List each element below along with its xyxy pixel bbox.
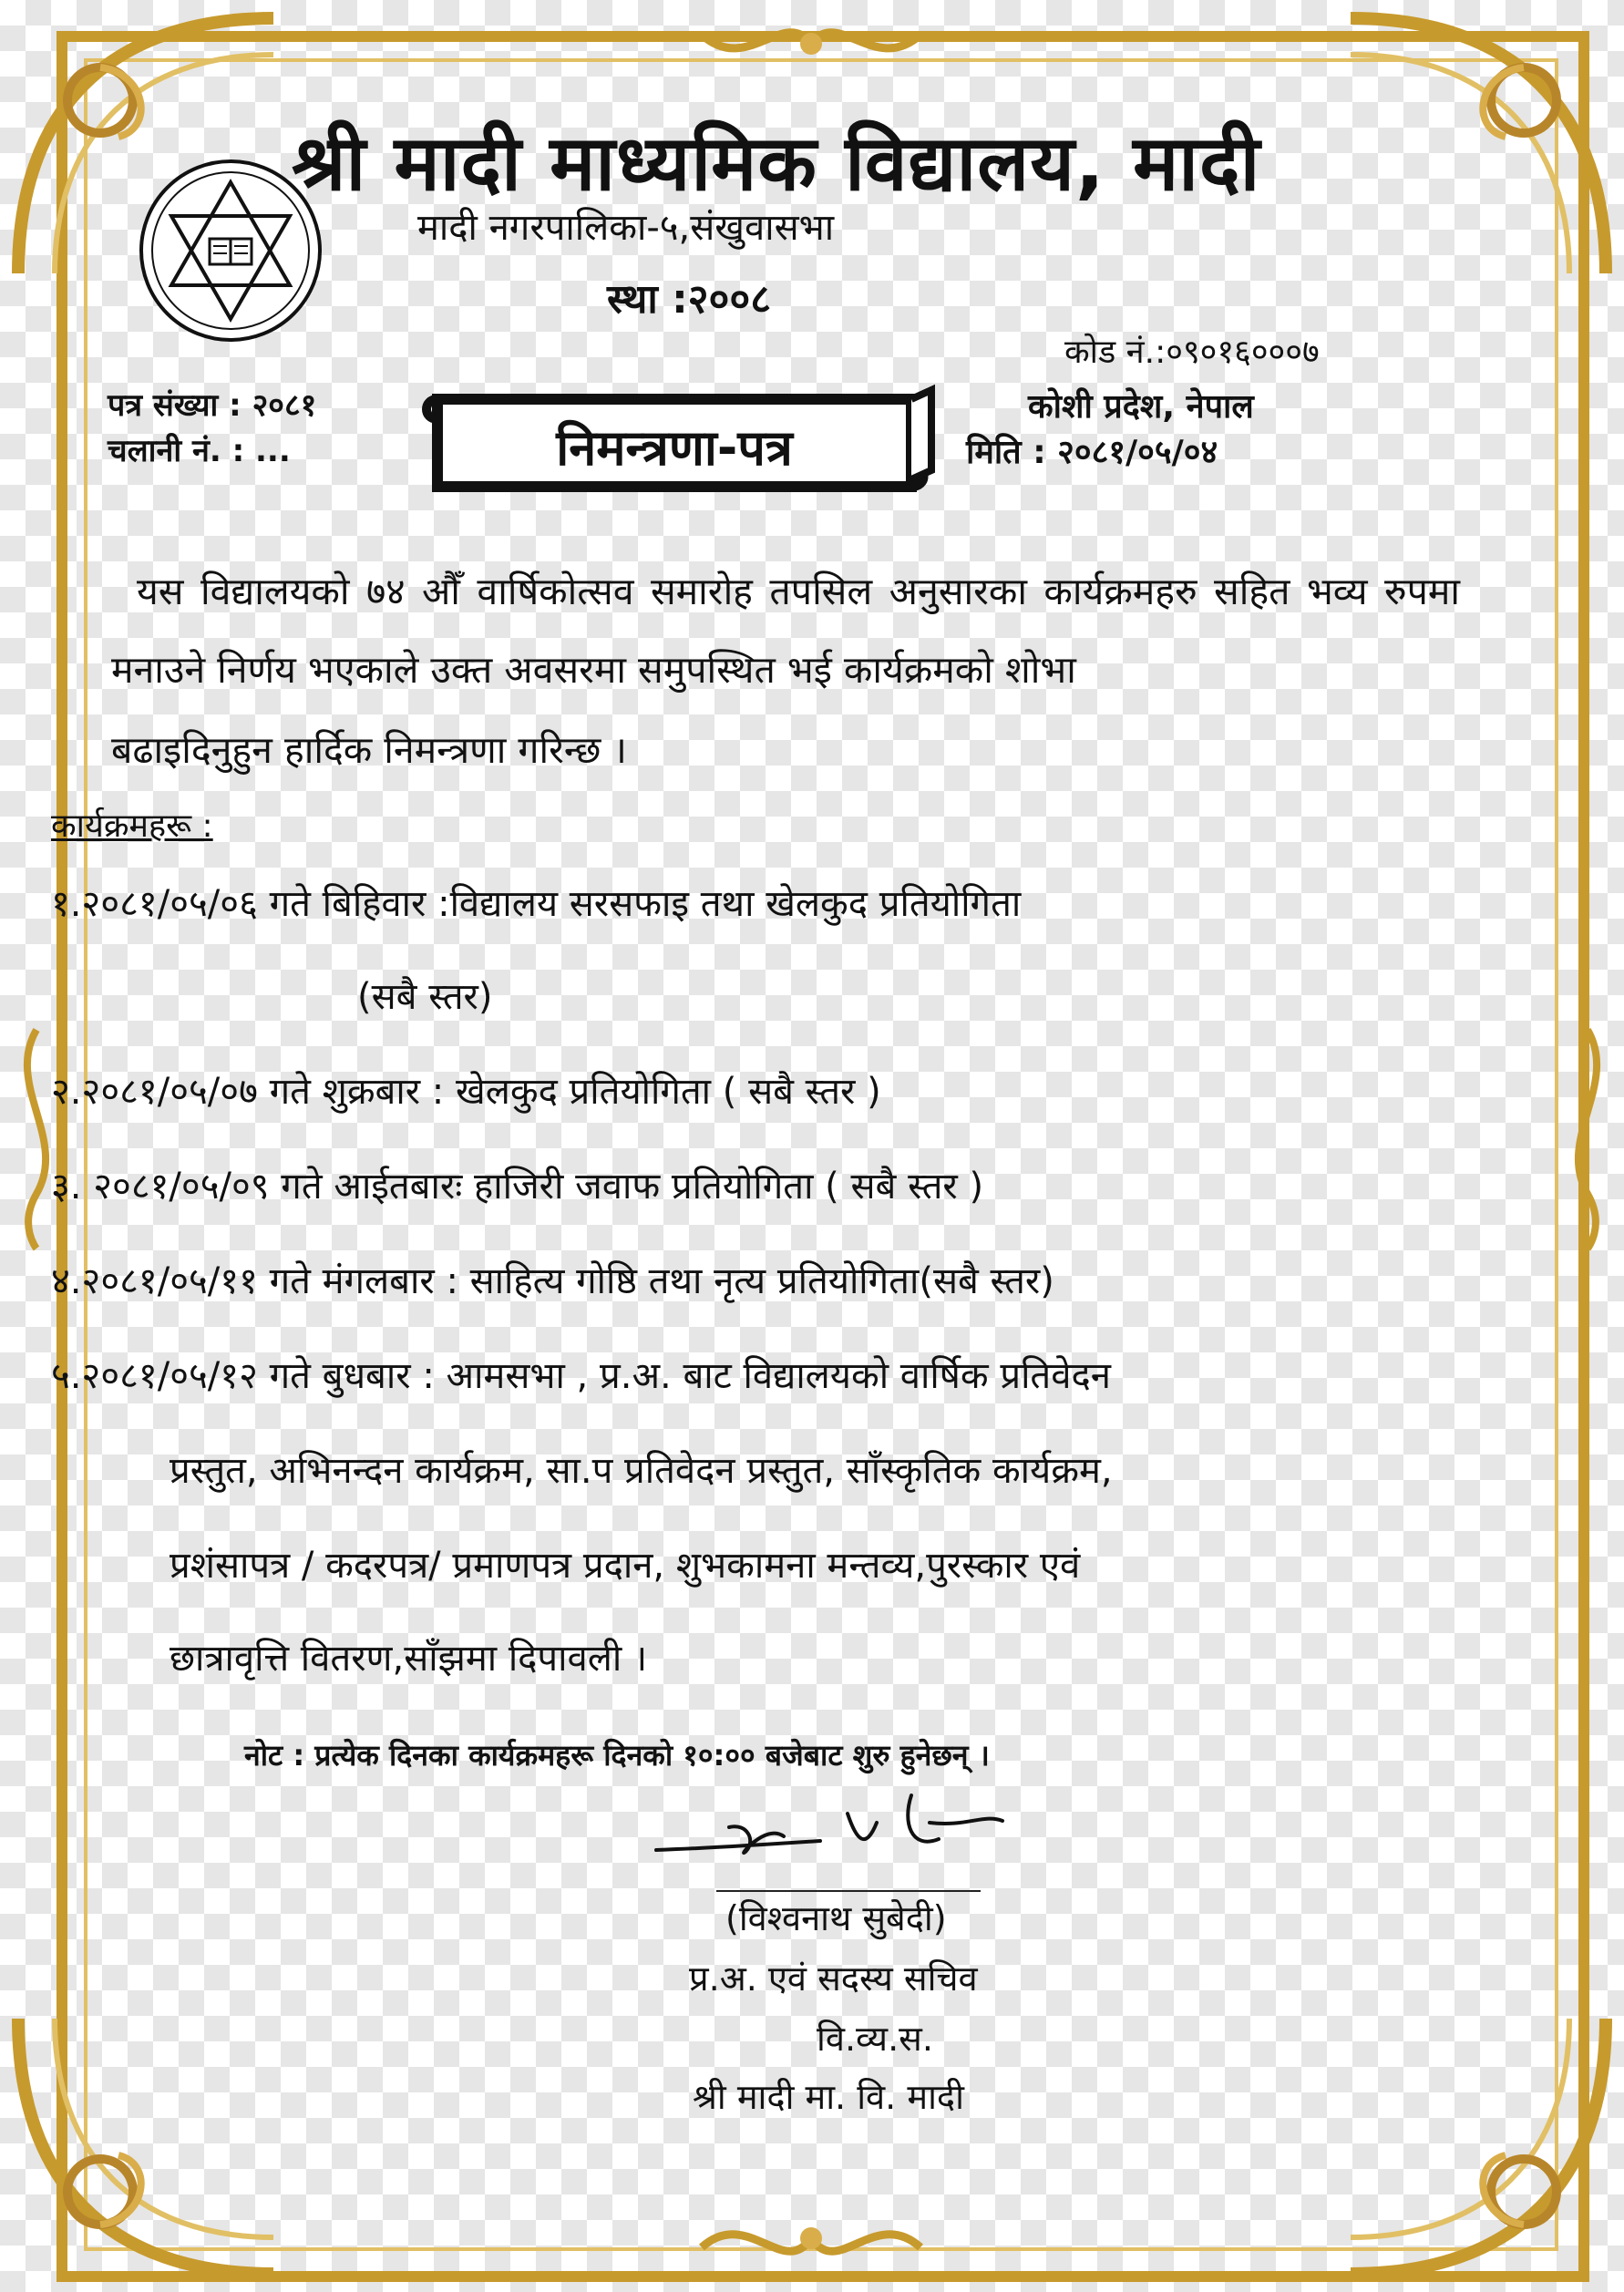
programs-heading: कार्यक्रमहरू : [51,807,213,845]
school-address: मादी नगरपालिका-५,संखुवासभा [417,207,835,249]
corner-ornament-bottom-right [1323,1991,1624,2292]
corner-ornament-bottom-left [0,1991,301,2292]
established-year: स्था :२००८ [607,276,772,323]
letter-date: मिति : २०८१/०५/०४ [966,434,1218,471]
program-item: ५.२०८१/०५/१२ गते बुधबार : आमसभा , प्र.अ. बाट विद्यालयको वार्षिक प्रतिवेदन [51,1355,1111,1397]
program-item-continuation: प्रस्तुत, अभिनन्दन कार्यक्रम, सा.प प्रतिवेदन प्रस्तुत, साँस्कृतिक कार्यक्रम, [170,1450,1113,1492]
signature-line [716,1890,981,1892]
signatory-post: प्र.अ. एवं सदस्य सचिव [689,1958,978,1999]
note: नोट : प्रत्येक दिनका कार्यक्रमहरू दिनको १०:०० बजेबाट शुरु हुनेछन् । [244,1738,990,1773]
dispatch-number: चलानी नं. : ... [108,433,291,469]
signatory-org: वि.व्य.स. [817,2019,933,2059]
signatory-name: (विश्वनाथ सुबेदी) [725,1898,947,1938]
program-item: १.२०८१/०५/०६ गते बिहिवार :विद्यालय सरसफाइ तथा खेलकुद प्रतियोगिता [51,883,1022,925]
bottom-center-ornament [693,2202,930,2284]
school-code: कोड नं.:०९०१६०००७ [1064,334,1320,371]
corner-ornament-top-right [1323,0,1624,301]
program-item-continuation: प्रशंसापत्र / कदरपत्र/ प्रमाणपत्र प्रदान, शुभकामना मन्तव्य,पुरस्कार एवं [170,1545,1081,1587]
program-item-continuation: (सबै स्तर) [357,976,493,1018]
invitation-title: निमन्त्रणा-पत्र [556,419,793,477]
invitation-paragraph: यस विद्यालयको ७४ औँ वार्षिकोत्सव समारोह तपसिल अनुसारका कार्यक्रमहरु सहित भव्य रुपमा मनाउने निर्णय भएकाले उक्त अवसरमा समुपस्थित भई कार्यक्रमको शोभा [111,570,1460,692]
program-item: ४.२०८१/०५/११ गते मंगलबार : साहित्य गोष्ठि तथा नृत्य प्रतियोगिता(सबै स्तर) [51,1260,1054,1302]
side-ornament-right [1551,1021,1624,1258]
side-ornament-left [0,1021,73,1258]
letter-number: पत्र संख्या : २०८१ [108,387,317,424]
gold-border-frame [57,31,1589,2282]
program-item-continuation: छात्रावृत्ति वितरण,साँझमा दिपावली । [170,1638,648,1680]
top-center-ornament [693,7,930,80]
province: कोशी प्रदेश, नेपाल [1028,388,1254,426]
signatory-school: श्री मादी मा. वि. मादी [693,2077,964,2117]
school-name: श्री मादी माध्यमिक विद्यालय, मादी [292,118,1261,208]
program-item: २.२०८१/०५/०७ गते शुक्रबार : खेलकुद प्रतियोगिता ( सबै स्तर ) [51,1071,881,1113]
invitation-closing: बढाइदिनुहुन हार्दिक निमन्त्रणा गरिन्छ । [111,728,627,772]
handwritten-signature [638,1786,1048,1886]
program-item: ३. २०८१/०५/०९ गते आईतबारः हाजिरी जवाफ प्रतियोगिता ( सबै स्तर ) [51,1166,984,1208]
